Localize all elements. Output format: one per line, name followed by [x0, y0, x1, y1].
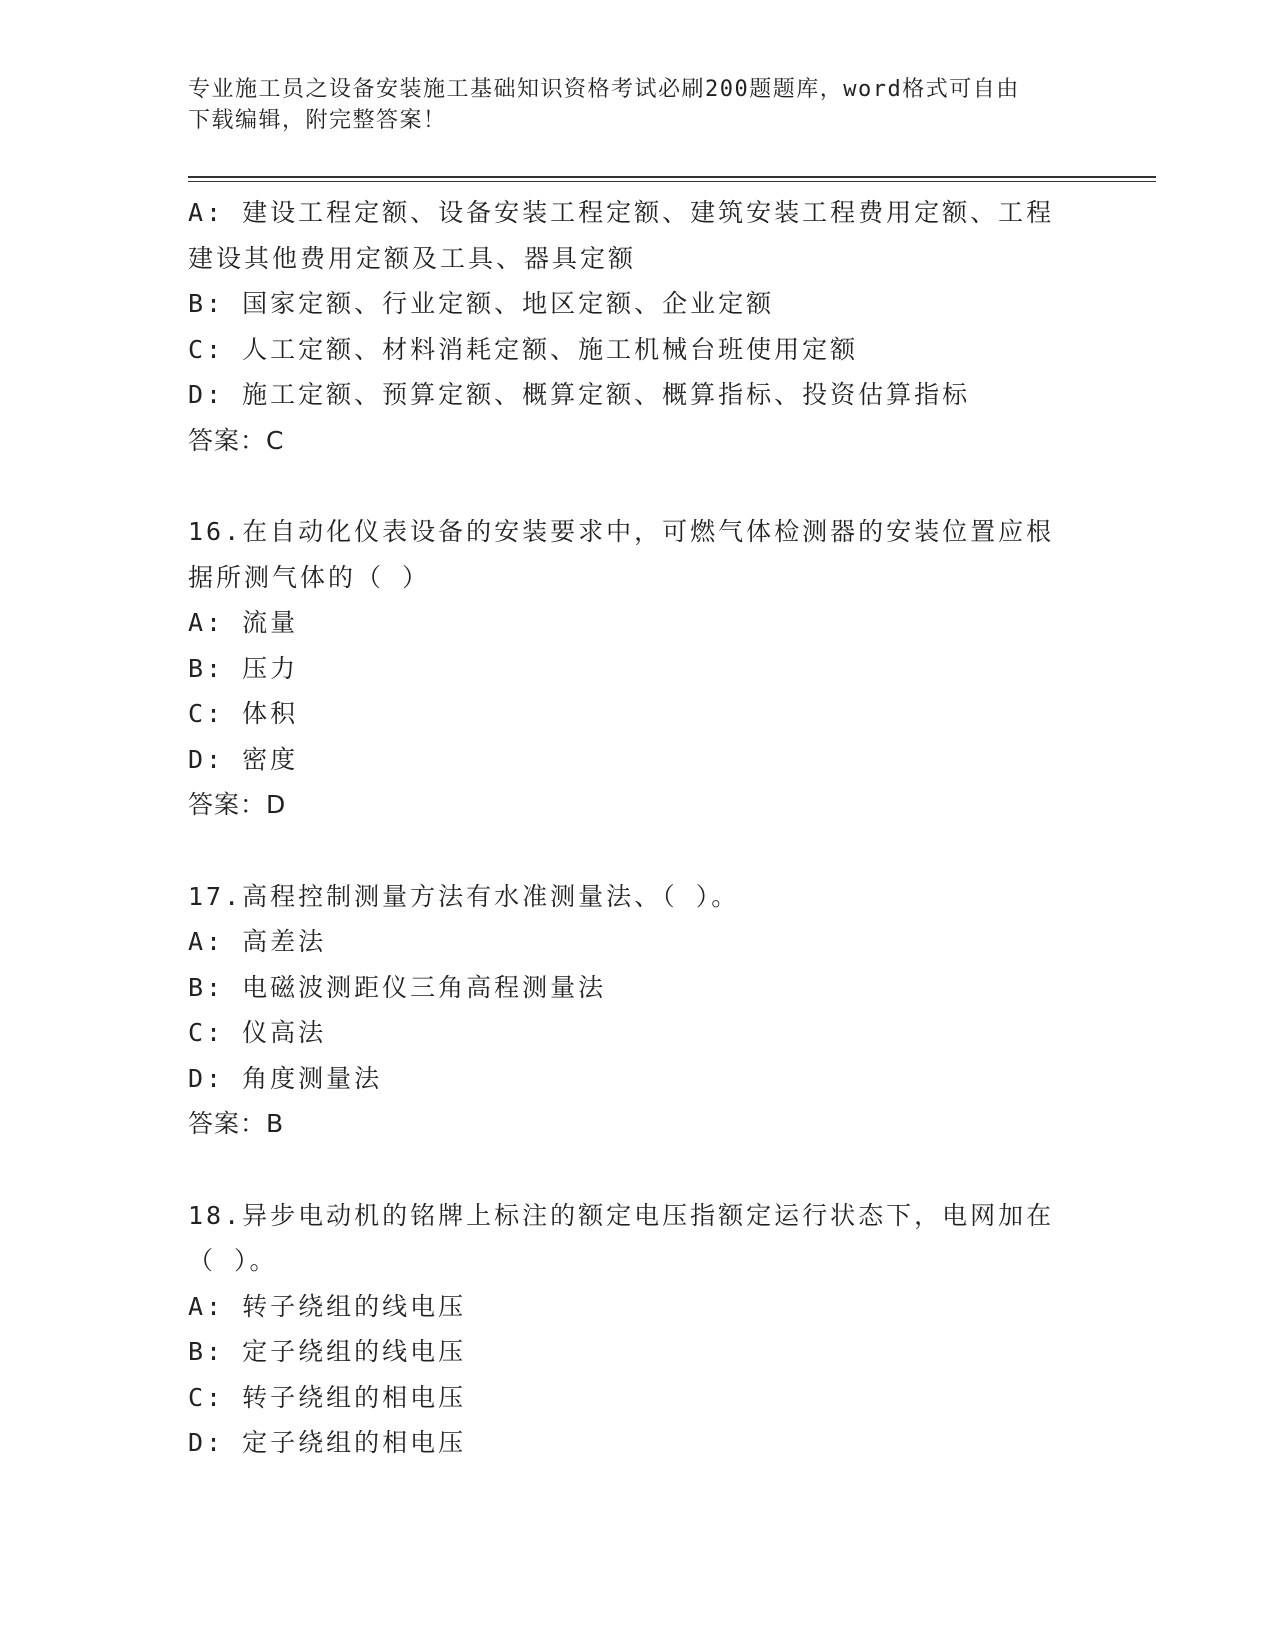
option-c: C: 人工定额、材料消耗定额、施工机械台班使用定额: [188, 334, 859, 364]
answer: 答案：D: [188, 790, 287, 819]
spacer: [188, 828, 1088, 874]
option-c: C: 仪高法: [188, 1018, 327, 1047]
option-a: A: 转子绕组的线电压: [188, 1291, 467, 1321]
header-line-2: 下载编辑，附完整答案！: [188, 108, 447, 133]
spacer: [188, 463, 1088, 509]
option-b: B: 压力: [188, 653, 299, 683]
answer: 答案：C: [188, 425, 285, 455]
option-b: B: 定子绕组的线电压: [188, 1337, 467, 1366]
question-16: [188, 509, 1088, 828]
option-d: D: 密度: [188, 744, 299, 774]
option-d: D: 施工定额、预算定额、概算定额、概算指标、投资估算指标: [188, 380, 971, 409]
header-rule-thick: [188, 176, 1156, 178]
answer: 答案：B: [188, 1109, 285, 1138]
header-line-1: 专业施工员之设备安装施工基础知识资格考试必刷200题题库，word格式可自由: [188, 77, 1020, 102]
option-d: D: 角度测量法: [188, 1063, 383, 1093]
option-a: A: 流量: [188, 608, 299, 637]
option-c: C: 体积: [188, 699, 299, 728]
option-a: A: 高差法: [188, 927, 327, 956]
question-stem: 17.高程控制测量方法有水准测量法、（ ）。: [188, 881, 740, 911]
question-stem-line-1: 16.在自动化仪表设备的安装要求中，可燃气体检测器的安装位置应根: [188, 517, 1055, 546]
header-rule-thin: [188, 181, 1156, 182]
question-stem-line-2: （ ）。: [188, 1246, 278, 1275]
option-a-line-2: 建设其他费用定额及工具、器具定额: [188, 243, 637, 273]
option-b: B: 电磁波测距仪三角高程测量法: [188, 972, 607, 1002]
option-a-line-1: A: 建设工程定额、设备安装工程定额、建筑安装工程费用定额、工程: [188, 198, 1055, 227]
question-list: [188, 190, 1088, 1466]
question-stem-line-2: 据所测气体的（ ）: [188, 562, 431, 592]
option-c: C: 转子绕组的相电压: [188, 1382, 467, 1412]
spacer: [188, 1147, 1088, 1193]
option-d: D: 定子绕组的相电压: [188, 1428, 467, 1457]
option-b: B: 国家定额、行业定额、地区定额、企业定额: [188, 289, 775, 318]
question-18: [188, 1193, 1088, 1466]
question-15: [188, 190, 1088, 463]
question-17: [188, 874, 1088, 1147]
question-stem-line-1: 18.异步电动机的铭牌上标注的额定电压指额定运行状态下，电网加在: [188, 1200, 1055, 1230]
document-header: [188, 74, 1068, 136]
